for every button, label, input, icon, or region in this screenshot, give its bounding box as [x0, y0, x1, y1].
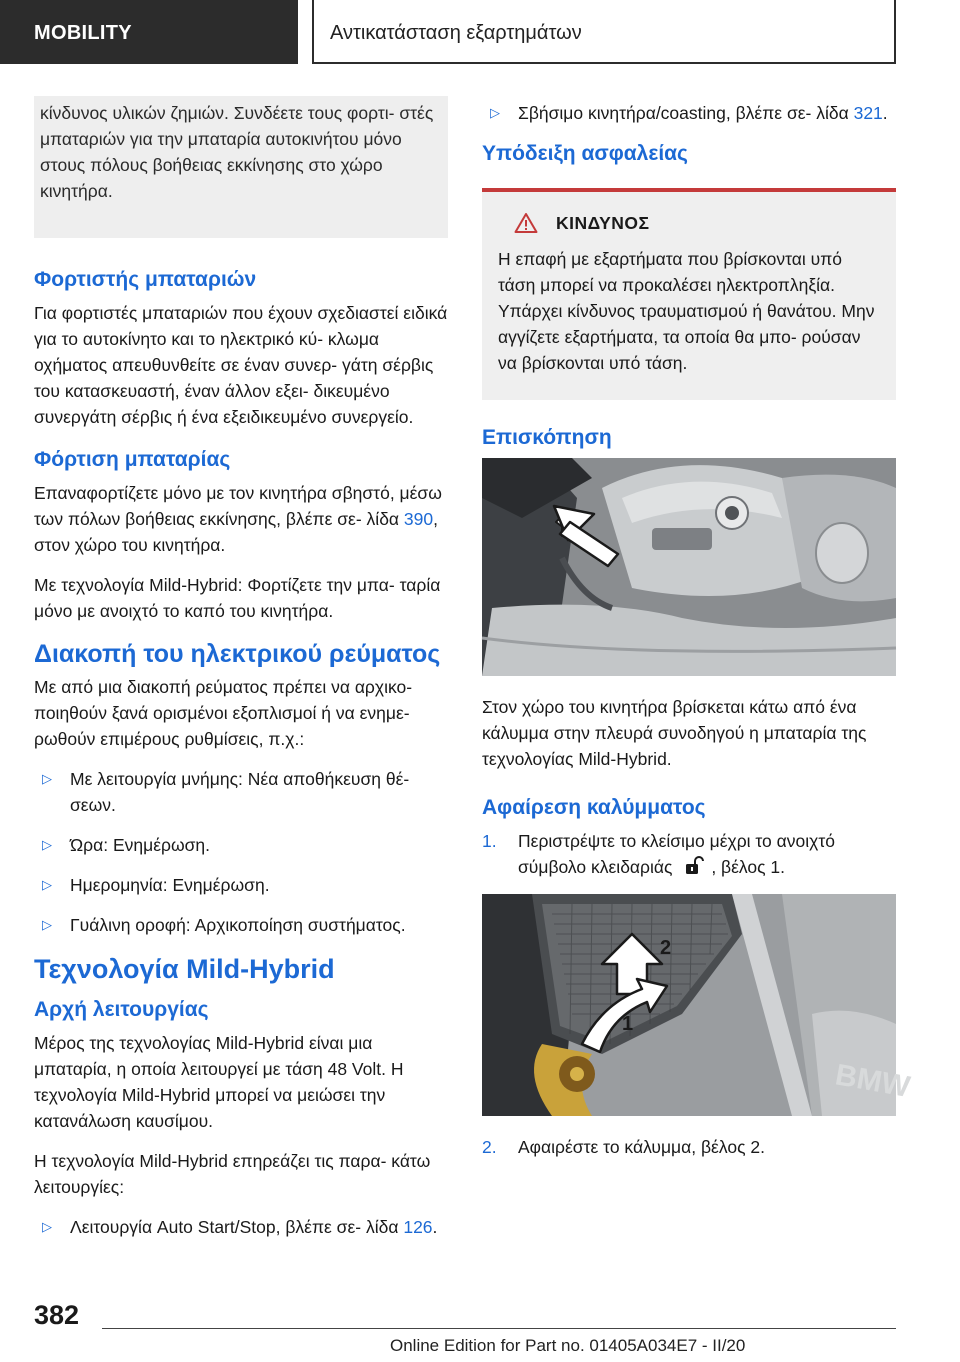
- left-column: [34, 96, 448, 1254]
- arrow-label-1: 1: [622, 1013, 634, 1035]
- step-2: [482, 1134, 896, 1160]
- cover-removal-heading: Αφαίρεση καλύμματος: [482, 796, 706, 819]
- step-text: Περιστρέψτε το κλείσιμο μέχρι το ανοιχτό σύμβολο κλειδαριάς: [518, 831, 835, 877]
- list-item: [34, 832, 448, 858]
- chapter-tab: [312, 0, 896, 64]
- section-label: MOBILITY: [34, 22, 132, 44]
- step-text: Αφαιρέστε το κάλυμμα, βέλος 2.: [518, 1137, 765, 1157]
- power-outage-heading: Διακοπή του ηλεκτρικού ρεύματος: [34, 640, 441, 668]
- warning-title: ΚΙΝΔΥΝΟΣ: [556, 213, 650, 233]
- page-number: 382: [34, 1300, 80, 1330]
- step-number: 2.: [482, 1137, 497, 1157]
- svg-text:BMW: BMW: [832, 1058, 913, 1104]
- step-1: [482, 828, 896, 880]
- triangle-bullet-icon: ▷: [42, 877, 52, 892]
- chapter-label: Αντικατάσταση εξαρτημάτων: [330, 22, 582, 44]
- triangle-bullet-icon: ▷: [490, 105, 500, 120]
- list-item: [34, 872, 448, 898]
- list-item-end: .: [882, 103, 888, 123]
- triangle-bullet-icon: ▷: [42, 1219, 52, 1234]
- page-link-390[interactable]: 390: [403, 509, 434, 529]
- functions-list: [34, 1214, 448, 1240]
- removal-steps: [482, 828, 896, 880]
- power-outage-text: Με από μια διακοπή ρεύματος πρέπει να αρχικο- ποιηθούν ξανά ορισμένοι εξοπλισμοί ή να ενημε- ρωθούν επιμέρους ρυθμίσεις, π.χ.:: [34, 677, 413, 749]
- list-item-text: Ώρα: Ενημέρωση.: [70, 835, 211, 855]
- page-header: [0, 0, 960, 64]
- power-outage-list: [34, 766, 448, 938]
- triangle-bullet-icon: ▷: [42, 837, 52, 852]
- list-item: [34, 766, 448, 818]
- list-item-end: .: [432, 1217, 438, 1237]
- triangle-bullet-icon: ▷: [42, 917, 52, 932]
- battery-cover-photo: [482, 894, 913, 1116]
- list-item-text: Σβήσιμο κινητήρα/coasting, βλέπε σε- λίδα: [518, 103, 854, 123]
- arrow-label-2: 2: [660, 937, 672, 959]
- overview-heading: Επισκόπηση: [482, 426, 612, 449]
- battery-cover-illustration: [482, 894, 913, 1116]
- battery-charging-heading: Φόρτιση μπαταρίας: [34, 448, 231, 471]
- warning-text: Η επαφή με εξαρτήματα που βρίσκονται υπό τάση μπορεί να προκαλέσει ηλεκτροπληξία. Υπάρχει κίνδυνος τραυματισμού ή θανάτου. Μην αγγίζετε εξαρτήματα, τα οποία θα μπο- ρούσαν να βρίσκονται υπό τάση.: [498, 249, 875, 373]
- battery-chargers-text: Για φορτιστές μπαταριών που έχουν σχεδιαστεί ειδικά για το αυτοκίνητο και το ηλεκτρικό κύ- κλωμα οχήματος απευθυνθείτε σε έναν συνερ- γάτη σέρβις του κατασκευαστή, έναν άλλον εξει- δικευμένο συνεργάτη σέρβις ή ένα εξειδικευμένο συνεργείο.: [34, 303, 448, 427]
- overview-text: Στον χώρο του κινητήρα βρίσκεται κάτω από ένα κάλυμμα στην πλευρά συνοδηγού η μπαταρία της τεχνολογίας Mild-Hybrid.: [482, 697, 867, 769]
- principle-text-2: Η τεχνολογία Mild-Hybrid επηρεάζει τις παρα- κάτω λειτουργίες:: [34, 1151, 431, 1197]
- mild-hybrid-heading: Τεχνολογία Mild-Hybrid: [34, 954, 335, 984]
- footer-divider: [102, 1328, 896, 1329]
- engine-bay-photo: [482, 458, 896, 676]
- list-item-text: Ημερομηνία: Ενημέρωση.: [70, 875, 270, 895]
- removal-steps-continued: [482, 1134, 896, 1160]
- battery-chargers-heading: Φορτιστής μπαταριών: [34, 268, 257, 291]
- section-tab: [0, 0, 298, 64]
- danger-warning-box: [482, 188, 896, 400]
- engine-bay-illustration: [482, 458, 896, 676]
- list-item-text: Λειτουργία Auto Start/Stop, βλέπε σε- λίδα: [70, 1217, 404, 1237]
- functions-list-continued: [482, 100, 896, 126]
- mild-hybrid-charging-text: Με τεχνολογία Mild-Hybrid: Φορτίζετε την μπα- ταρία μόνο με ανοιχτό το καπό του κινητήρα.: [34, 575, 441, 621]
- charging-text-part: Επαναφορτίζετε μόνο με τον κινητήρα σβηστό, μέσω των πόλων βοήθειας εκκίνησης, βλέπε σε- λίδα: [34, 483, 442, 529]
- warning-title-row: [498, 210, 880, 236]
- list-item: [34, 1214, 448, 1240]
- list-item: [34, 912, 448, 938]
- operating-principle-heading: Αρχή λειτουργίας: [34, 998, 209, 1021]
- step-number: 1.: [482, 831, 497, 851]
- step-text-end: , βέλος 1.: [711, 857, 786, 877]
- list-item-text: Γυάλινη οροφή: Αρχικοποίηση συστήματος.: [70, 915, 406, 935]
- charging-text-end: , στον χώρο του κινητήρα.: [34, 509, 438, 555]
- unlocked-padlock-icon: [683, 856, 705, 876]
- right-column: [482, 96, 913, 1174]
- safety-note-heading: Υπόδειξη ασφαλείας: [482, 142, 688, 165]
- warning-triangle-icon: [514, 212, 538, 234]
- battery-charging-text: [34, 480, 448, 558]
- edition-footer: Online Edition for Part no. 01405A034E7 - II/20: [390, 1336, 746, 1355]
- page-link-321[interactable]: 321: [853, 103, 883, 123]
- notice-text: κίνδυνος υλικών ζημιών. Συνδέετε τους φορτι- στές μπαταριών για την μπαταρία αυτοκινήτου μόνο στους πόλους βοήθειας εκκίνησης στο χώρο κινητήρα.: [40, 103, 434, 201]
- notice-box: [34, 96, 448, 238]
- triangle-bullet-icon: ▷: [42, 771, 52, 786]
- principle-text-1: Μέρος της τεχνολογίας Mild-Hybrid είναι μια μπαταρία, η οποία λειτουργεί με τάση 48 Volt. Η τεχνολογία Mild-Hybrid μπορεί να μειώσει την κατανάλωση καυσίμου.: [34, 1033, 404, 1131]
- list-item: [482, 100, 896, 126]
- page-link-126[interactable]: 126: [403, 1217, 433, 1237]
- list-item-text: Με λειτουργία μνήμης: Νέα αποθήκευση θέ- σεων.: [70, 769, 410, 815]
